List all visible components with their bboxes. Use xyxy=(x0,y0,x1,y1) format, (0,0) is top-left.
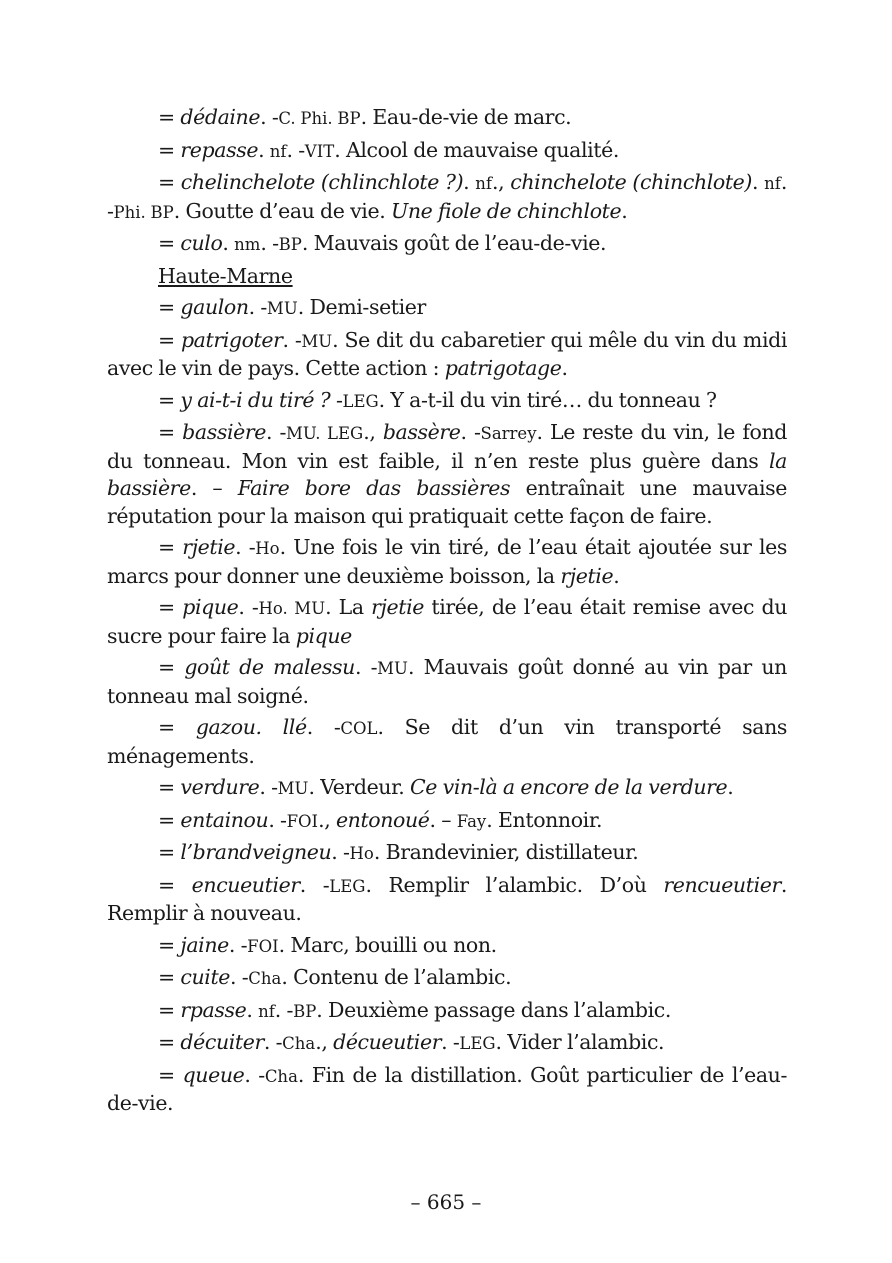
headword: Faire bore das bassières xyxy=(237,476,511,500)
headword: queue xyxy=(182,1062,245,1087)
headword: gazou. llé xyxy=(195,715,307,739)
headword: repasse xyxy=(180,137,259,162)
headword: patrigoter xyxy=(180,327,283,352)
entry-text: Haute-Marne xyxy=(158,263,293,288)
headword: rjetie xyxy=(560,563,614,588)
entry-text: . - xyxy=(260,105,279,129)
entry-text: . - xyxy=(259,775,278,799)
dictionary-entry xyxy=(107,327,787,383)
entry-text: . - xyxy=(460,420,481,444)
headword: goût de malessu xyxy=(184,655,355,679)
entry-text: = xyxy=(158,387,181,412)
entry-text: . - xyxy=(441,1030,460,1054)
entry-text: . - xyxy=(244,1062,265,1087)
abbreviation: nm xyxy=(234,235,261,254)
entry-text: . Remplir à nouveau. xyxy=(107,872,787,925)
entry-text: = xyxy=(158,872,192,897)
abbreviation: nf xyxy=(269,141,287,161)
entry-text: . Demi-setier xyxy=(297,295,426,319)
abbreviation: LEG xyxy=(329,876,366,896)
entry-text: . Eau-de-vie de marc. xyxy=(360,105,572,129)
entry-text: . Goutte d’eau de vie. xyxy=(173,198,391,223)
abbreviation: VIT xyxy=(304,141,335,161)
dictionary-entry xyxy=(107,169,787,226)
entry-text: = xyxy=(158,327,181,352)
dictionary-entry xyxy=(107,230,787,259)
abbreviation: C. Phi. BP xyxy=(278,109,361,128)
entry-text: = xyxy=(158,807,181,832)
entry-text: = xyxy=(158,775,181,799)
dictionary-entry xyxy=(107,774,787,803)
headword: bassière xyxy=(182,420,266,444)
dictionary-entry xyxy=(107,104,787,133)
entry-text: . Fin de la distillation. Goût particulier de l’eau-de-vie. xyxy=(107,1062,787,1115)
dictionary-entry xyxy=(107,1062,787,1118)
entry-text: . - xyxy=(248,295,267,319)
abbreviation: nf xyxy=(764,174,781,193)
entry-text: . Alcool de mauvaise qualité. xyxy=(334,137,619,162)
dictionary-entry xyxy=(107,872,787,928)
entry-text: . - xyxy=(230,965,249,989)
dictionary-entry xyxy=(107,807,787,836)
entry-text: = xyxy=(158,655,185,679)
entry-text: . Brandevinier, distillateur. xyxy=(373,840,639,864)
entry-text: . Une fois le vin tiré, de l’eau était ajoutée sur les marcs pour donner une deuxième boisson, la xyxy=(107,535,787,588)
dictionary-entry xyxy=(107,997,787,1026)
headword: encueutier xyxy=(191,872,300,897)
headword: gaulon xyxy=(180,295,249,319)
entry-text: = xyxy=(158,965,181,989)
abbreviation: MU xyxy=(277,779,309,798)
abbreviation: Cha xyxy=(282,1034,316,1053)
headword: cuite xyxy=(180,965,231,989)
entry-text: . Vider l’alambic. xyxy=(495,1030,665,1054)
abbreviation: FOI xyxy=(286,811,319,831)
document-body xyxy=(107,104,787,1122)
entry-text: . - xyxy=(263,1030,283,1054)
headword: verdure xyxy=(180,775,260,799)
headword: Une fiole de chinchlote xyxy=(390,198,622,223)
entry-text: . La xyxy=(325,595,372,619)
dictionary-entry xyxy=(107,419,787,530)
entry-text: . Marc, bouilli ou non. xyxy=(278,932,497,957)
abbreviation: Sarrey xyxy=(480,424,537,443)
entry-text: . Se dit d’un vin transporté sans ménagements. xyxy=(107,715,787,768)
abbreviation: FOI xyxy=(247,936,279,956)
dictionary-entry xyxy=(107,594,787,650)
headword: décuiter xyxy=(180,1030,264,1054)
entry-text: = xyxy=(158,997,181,1022)
headword: rjetie xyxy=(182,535,236,559)
abbreviation: Ho. MU xyxy=(258,599,326,618)
entry-text: . - xyxy=(299,872,330,897)
abbreviation: BP xyxy=(293,1001,317,1021)
entry-text: . – xyxy=(190,476,238,500)
headword: entainou xyxy=(180,807,269,832)
headword: la bassière xyxy=(107,448,787,500)
dictionary-entry xyxy=(107,137,787,166)
headword: rencueutier xyxy=(663,872,781,897)
entry-text: . - xyxy=(354,655,378,679)
abbreviation: Cha xyxy=(248,969,282,988)
abbreviation: nf xyxy=(475,174,493,193)
entry-text: . - xyxy=(331,840,350,864)
entry-text: = xyxy=(158,1030,181,1054)
headword: chelinchelote (chlinchlote ?) xyxy=(180,170,464,194)
entry-text: . Le reste du vin, le fond du tonneau. Mon vin est faible, il n’en reste plus guère dans xyxy=(107,420,787,473)
abbreviation: MU xyxy=(266,299,298,318)
page-number: – 665 – xyxy=(410,1190,482,1214)
entry-text: . xyxy=(246,997,259,1022)
entry-text: . Se dit du cabaretier qui mêle du vin du midi avec le vin de pays. Cette action : xyxy=(107,327,787,380)
entry-text: . xyxy=(561,356,568,380)
entry-text: . - xyxy=(265,420,286,444)
entry-text: = xyxy=(158,840,181,864)
entry-text: entraînait une mauvaise réputation pour la maison qui pratiquait cette façon de faire. xyxy=(107,476,788,528)
dictionary-entry xyxy=(107,387,787,416)
abbreviation: LEG xyxy=(342,391,379,411)
entry-text: . - xyxy=(306,715,341,739)
headword: entonoué xyxy=(335,807,430,832)
entry-text: . Mauvais goût de l’eau-de-vie. xyxy=(301,231,607,255)
entry-text: . - xyxy=(286,137,305,162)
entry-text: . - xyxy=(282,327,302,352)
entry-text: . - xyxy=(238,595,259,619)
headword: jaine xyxy=(180,932,229,957)
headword: patrigotage xyxy=(444,356,562,380)
headword: bassère xyxy=(382,420,461,444)
entry-text: ., xyxy=(318,807,336,832)
dictionary-entry xyxy=(107,294,787,323)
entry-text: . - xyxy=(228,932,248,957)
entry-text: - xyxy=(330,387,343,412)
entry-text: ., xyxy=(363,420,383,444)
entry-text: . - xyxy=(107,170,787,223)
abbreviation: Ho xyxy=(349,844,374,863)
abbreviation: Cha xyxy=(264,1066,298,1086)
abbreviation: LEG xyxy=(459,1034,496,1053)
abbreviation: MU. LEG xyxy=(286,424,364,443)
dictionary-entry xyxy=(107,839,787,868)
headword: pique xyxy=(295,623,352,648)
entry-text: . Deuxième passage dans l’alambic. xyxy=(316,997,671,1022)
dictionary-entry xyxy=(107,714,787,770)
headword: y ai-t-i du tiré ? xyxy=(180,387,331,412)
entry-text: . Y a-t-il du vin tiré… du tonneau ? xyxy=(378,387,717,412)
headword: rpasse xyxy=(180,997,247,1022)
abbreviation: MU xyxy=(301,331,333,351)
entry-text: . xyxy=(621,198,628,223)
entry-text: = xyxy=(158,535,183,559)
entry-text: = xyxy=(158,170,181,194)
entry-text: . xyxy=(258,137,270,162)
entry-text: . – xyxy=(429,807,457,832)
dictionary-entry xyxy=(107,654,787,710)
entry-text: . Verdeur. xyxy=(308,775,410,799)
entry-text: = xyxy=(158,420,183,444)
entry-text: . xyxy=(222,231,235,255)
headword: décueutier xyxy=(333,1030,442,1054)
entry-text: ., xyxy=(492,170,511,194)
abbreviation: Fay xyxy=(456,811,487,831)
headword: Ce vin-là a encore de la verdure xyxy=(410,775,728,799)
entry-text: = xyxy=(158,105,181,129)
dictionary-entry xyxy=(107,964,787,993)
abbreviation: BP xyxy=(278,235,302,254)
entry-text: tirée, de l’eau était remise avec du sucre pour faire la xyxy=(107,595,787,648)
abbreviation: COL xyxy=(340,719,378,738)
entry-text: = xyxy=(158,295,181,319)
entry-text: . - xyxy=(260,231,279,255)
entry-text: = xyxy=(158,715,196,739)
entry-text: = xyxy=(158,231,181,255)
headword: chinchelote (chinchlote) xyxy=(510,170,753,194)
entry-text: . xyxy=(752,170,765,194)
entry-text: = xyxy=(158,595,183,619)
entry-text: = xyxy=(158,1062,183,1087)
headword: dédaine xyxy=(180,105,261,129)
entry-text: . xyxy=(613,563,620,588)
headword: pique xyxy=(182,595,239,619)
entry-text: . - xyxy=(235,535,256,559)
entry-text: . Remplir l’alambic. D’où xyxy=(365,872,664,897)
entry-text: . Contenu de l’alambic. xyxy=(281,965,512,989)
entry-text: = xyxy=(158,137,181,162)
section-heading-text xyxy=(158,264,293,288)
dictionary-entry xyxy=(107,534,787,590)
headword: culo xyxy=(180,231,223,255)
entry-text: . xyxy=(463,170,476,194)
entry-text: . - xyxy=(268,807,287,832)
entry-text: . Entonnoir. xyxy=(486,807,603,832)
dictionary-entry xyxy=(107,932,787,961)
entry-text: = xyxy=(158,932,181,957)
dictionary-entry xyxy=(107,1029,787,1058)
abbreviation: nf xyxy=(258,1001,275,1021)
abbreviation: Ho xyxy=(255,539,280,558)
entry-text: . Mauvais goût donné au vin par un tonneau mal soigné. xyxy=(107,655,787,708)
headword: rjetie xyxy=(371,595,424,619)
abbreviation: MU xyxy=(377,659,408,678)
entry-text: . - xyxy=(274,997,294,1022)
section-heading xyxy=(107,263,787,291)
entry-text: . xyxy=(727,775,734,799)
entry-text: ., xyxy=(315,1030,334,1054)
headword: l’brandveigneu xyxy=(180,840,332,864)
abbreviation: Phi. BP xyxy=(113,202,174,222)
